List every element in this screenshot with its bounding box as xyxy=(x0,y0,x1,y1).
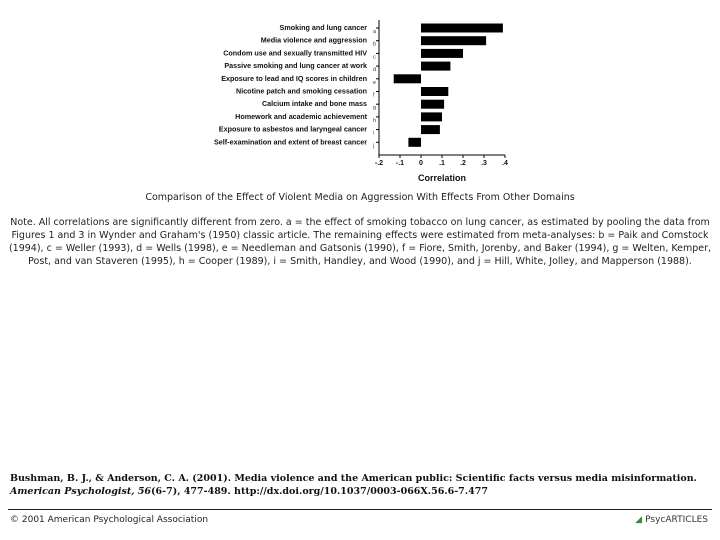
x-tick-label: -.1 xyxy=(395,160,405,167)
copyright: © 2001 American Psychological Association xyxy=(10,515,209,525)
bar xyxy=(421,87,448,96)
logo-text: PsycARTICLES xyxy=(645,515,708,525)
category-label: Self-examination and extent of breast cancer xyxy=(214,137,367,147)
citation-line1: Bushman, B. J., & Anderson, C. A. (2001). Media violence and the American public: Scientific facts versus media misinformation. xyxy=(10,473,697,484)
bar xyxy=(421,49,463,58)
bar xyxy=(421,24,503,33)
x-axis-title: Correlation xyxy=(417,173,467,183)
category-letter: j xyxy=(373,143,375,150)
category-label: Nicotine patch and smoking cessation xyxy=(236,86,367,96)
bar xyxy=(408,138,421,147)
category-letter: i xyxy=(373,130,375,137)
bar xyxy=(421,125,440,134)
logo-icon: ◢ xyxy=(635,515,646,525)
category-label: Media violence and aggression xyxy=(260,35,367,45)
x-tick-label: -.2 xyxy=(374,160,384,167)
psycarticles-logo xyxy=(635,515,708,525)
x-tick-label: .2 xyxy=(460,160,466,167)
category-letter: b xyxy=(373,41,377,48)
category-label: Homework and academic achievement xyxy=(235,111,367,121)
figure-caption: Comparison of the Effect of Violent Media on Aggression With Effects From Other Domains xyxy=(145,192,575,203)
figure-note: Note. All correlations are significantly different from zero. a = the effect of smoking tobacco on lung cancer, as estimated by pooling the data from Figures 1 and 3 in Wynder and Graham's (1950) classic article. The remaining effects were estimated from meta-analyses: b = Paik and Comstock (1994), c = Weller (1993), d = Wells (1998), e = Needleman and Gatsonis (1990), f = Fiore, Smith, Jorenby, and Baker (1994), g = Welten, Kemper, Post, and van Staveren (1995), h = Cooper (1989), i = Smith, Handley, and Wood (1990), and j = Hill, White, Jolley, and Mapperson (1988). xyxy=(8,217,712,267)
category-letter: a xyxy=(373,29,377,35)
bar xyxy=(421,62,450,71)
bar xyxy=(421,112,442,121)
x-tick-label: .4 xyxy=(502,160,508,167)
category-label: Condom use and sexually transmitted HIV xyxy=(223,48,367,58)
x-tick-label: 0 xyxy=(419,160,423,167)
category-letter: f xyxy=(373,92,375,99)
category-letter: e xyxy=(373,79,377,86)
category-label: Passive smoking and lung cancer at work xyxy=(224,61,367,71)
category-label: Calcium intake and bone mass xyxy=(261,99,367,109)
category-label: Exposure to asbestos and laryngeal cancer xyxy=(218,124,367,134)
x-tick-label: .1 xyxy=(439,160,445,167)
citation xyxy=(10,472,710,498)
x-tick-label: .3 xyxy=(481,160,487,167)
citation-rest: (6-7), 477-489. http://dx.doi.org/10.1037/0003-066X.56.6-7.477 xyxy=(151,486,488,497)
category-label: Smoking and lung cancer xyxy=(279,23,367,32)
category-letter: h xyxy=(373,117,377,124)
bar xyxy=(394,74,421,83)
citation-journal: American Psychologist, 56 xyxy=(10,486,152,497)
category-label: Exposure to lead and IQ scores in children xyxy=(221,73,367,83)
bar xyxy=(421,100,444,109)
category-letter: c xyxy=(373,54,376,61)
footer-divider xyxy=(8,509,712,510)
bar-chart xyxy=(195,15,515,187)
category-letter: g xyxy=(373,105,377,112)
category-letter: d xyxy=(373,67,377,74)
bar xyxy=(421,36,486,45)
